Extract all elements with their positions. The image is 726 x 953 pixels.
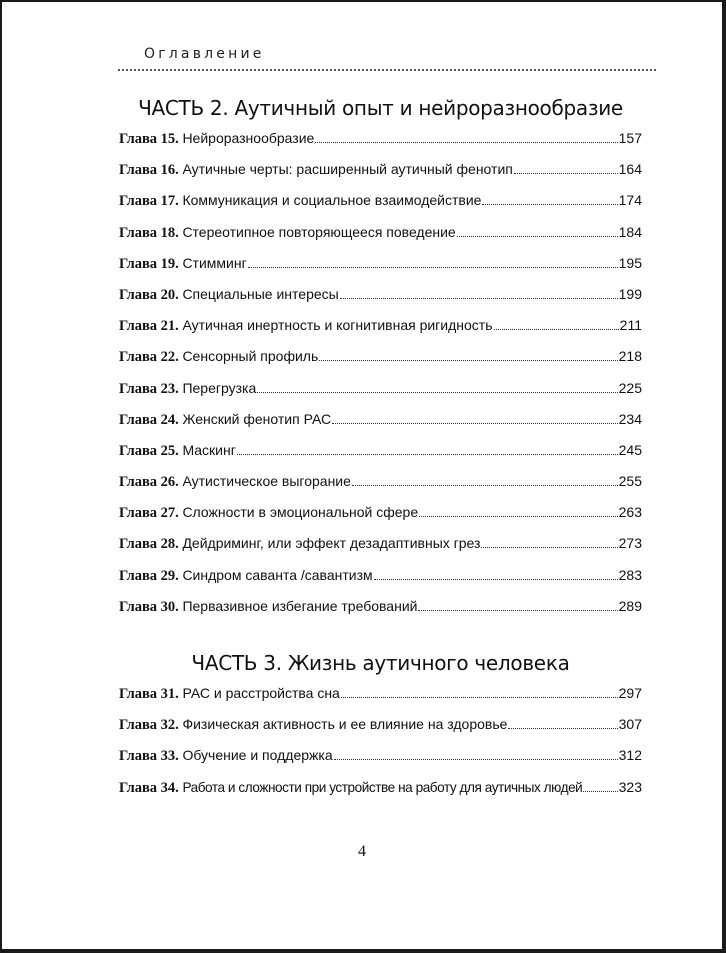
toc-part-2 [119,96,642,629]
page-number: 234 [618,410,642,427]
page-number: 312 [618,747,642,764]
page-number: 297 [618,685,642,701]
toc-entry[interactable] [119,192,642,223]
toc-entry[interactable] [119,130,642,161]
chapter-title: Аутистическое выгорание [182,473,351,490]
chapter-title: Женский фенотип РАС [182,410,332,427]
page-number: 273 [618,535,642,552]
dot-leader [248,267,618,268]
dot-leader [257,392,617,393]
chapter-title: Коммуникация и социальное взаимодействие [182,192,482,209]
page-number: 307 [618,716,642,733]
page-number: 323 [618,778,642,795]
page-number: 255 [618,473,642,490]
chapter-number: Глава 34. [119,779,179,796]
toc-entry[interactable] [119,348,642,379]
toc-entry[interactable] [119,598,642,629]
toc-entry[interactable] [119,380,642,411]
page-number: 263 [618,504,642,521]
toc-entry[interactable] [119,411,642,442]
dot-leader [352,485,618,486]
chapter-title: Специальные интересы [182,285,339,302]
chapter-title: Стереотипное повторяющееся поведение [182,223,456,240]
toc-entry[interactable] [119,286,642,317]
toc-entry[interactable] [119,779,642,810]
dot-leader [482,204,617,205]
chapter-number: Глава 18. [119,224,179,241]
chapter-number: Глава 31. [119,686,179,702]
dot-leader [494,329,619,330]
chapter-number: Глава 22. [119,349,179,366]
page-number: 157 [618,130,642,146]
page-number: 218 [618,348,642,365]
chapter-number: Глава 16. [119,162,179,179]
dot-leader [315,142,617,143]
page-number: 174 [618,192,642,209]
chapter-number: Глава 21. [119,318,179,335]
page-number: 199 [618,285,642,302]
dot-leader [418,610,617,611]
part-title: ЧАСТЬ 3. Жизнь аутичного человека [191,651,570,675]
dot-leader [334,759,618,760]
dot-leader [374,579,618,580]
page-number: 225 [618,379,642,396]
chapter-title: Синдром саванта /савантизм [182,566,373,583]
chapter-title: Аутичная инертность и когнитивная ригидность [182,317,493,334]
dot-leader [583,791,617,792]
dot-leader [340,298,618,299]
chapter-title: Сложности в эмоциональной сфере [182,504,419,521]
page-number: 164 [618,161,642,178]
page-number: 283 [618,566,642,583]
chapter-number: Глава 28. [119,536,179,553]
dot-leader [332,423,618,424]
dot-leader [341,697,618,698]
chapter-number: Глава 25. [119,442,179,459]
chapter-title: Дейдриминг, или эффект дезадаптивных грез [182,535,481,552]
chapter-number: Глава 30. [119,598,179,615]
chapter-title: Аутичные черты: расширенный аутичный фенотип [182,161,513,178]
part-title: ЧАСТЬ 2. Аутичный опыт и нейроразнообразие [138,96,623,120]
chapter-title: Перегрузка [182,379,257,396]
toc-entry[interactable] [119,567,642,598]
chapter-title: Физическая активность и ее влияние на здоровье [182,716,508,733]
chapter-title: Стимминг [182,254,247,271]
dot-leader [481,547,617,548]
running-head: Оглавление [144,46,265,62]
dot-leader [514,173,618,174]
dot-leader [419,516,618,517]
dot-leader [237,454,618,455]
chapter-title: РАС и расстройства сна [182,685,340,701]
toc-entry[interactable] [119,747,642,778]
toc-entry[interactable] [119,161,642,192]
header-dotted-rule [118,69,656,71]
page-number: 289 [618,597,642,614]
toc-entry[interactable] [119,224,642,255]
page-number: 211 [619,317,642,334]
chapter-number: Глава 26. [119,474,179,491]
chapter-number: Глава 27. [119,505,179,522]
page-number: 195 [618,254,642,271]
page-number: 245 [618,441,642,458]
toc-entry[interactable] [119,442,642,473]
chapter-number: Глава 17. [119,193,179,210]
chapter-number: Глава 19. [119,255,179,272]
toc-part-3 [119,651,642,810]
toc-entry[interactable] [119,317,642,348]
chapter-number: Глава 23. [119,380,179,397]
dot-leader [457,236,618,237]
toc-entry[interactable] [119,535,642,566]
chapter-number: Глава 32. [119,717,179,734]
chapter-number: Глава 24. [119,411,179,428]
page-folio: 4 [358,843,366,860]
dot-leader [508,728,617,729]
chapter-title: Нейроразнообразие [182,130,315,146]
chapter-number: Глава 15. [119,131,179,147]
chapter-title: Маскинг [182,441,236,458]
dot-leader [319,360,617,361]
toc-entry[interactable] [119,716,642,747]
toc-entry[interactable] [119,473,642,504]
toc-entry[interactable] [119,685,642,716]
chapter-number: Глава 29. [119,567,179,584]
chapter-title: Обучение и поддержка [182,747,333,764]
chapter-title: Работа и сложности при устройстве на работу для аутичных людей [182,779,583,795]
toc-entry[interactable] [119,504,642,535]
toc-entry[interactable] [119,255,642,286]
chapter-title: Сенсорный профиль [182,348,319,365]
chapter-number: Глава 33. [119,748,179,765]
page-number: 184 [618,223,642,240]
chapter-title: Первазивное избегание требований [182,597,418,614]
chapter-number: Глава 20. [119,286,179,303]
